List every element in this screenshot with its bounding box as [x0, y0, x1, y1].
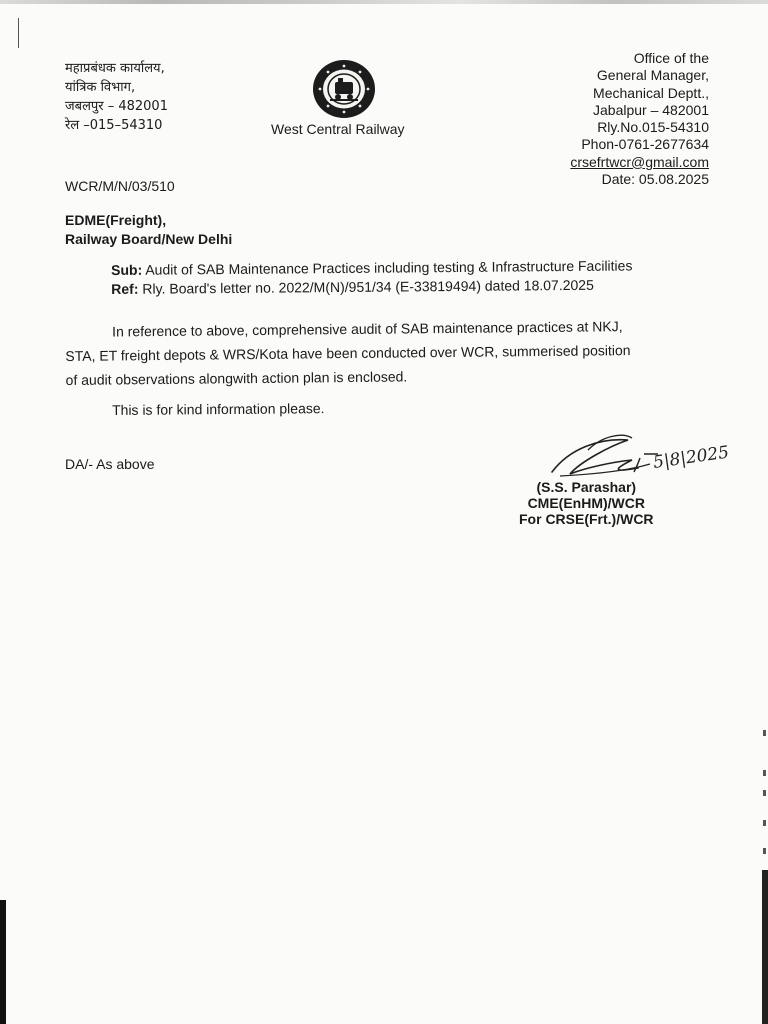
office-line: Jabalpur – 482001 [593, 101, 709, 118]
body-paragraph [65, 313, 716, 392]
office-address-block [570, 50, 709, 188]
addressee-line: Railway Board/New Delhi [65, 231, 233, 247]
hindi-line: यांत्रिक विभाग, [65, 80, 136, 95]
signatory-block [519, 479, 654, 527]
office-line: Rly.No.015-54310 [597, 119, 709, 136]
handwritten-date: 5|8|2025 [651, 442, 730, 473]
signatory-for-line: For CRSE(Frt.)/WCR [519, 511, 654, 527]
office-line: General Manager, [596, 67, 709, 84]
addressee-line: EDME(Freight), [65, 212, 167, 228]
enclosure-note: DA/- As above [65, 456, 155, 472]
body-line: of audit observations alongwith action plan is enclosed. [65, 368, 408, 388]
scan-edge-mark [763, 790, 766, 796]
addressee-block [65, 211, 232, 249]
scan-edge-mark [763, 848, 766, 854]
railway-emblem-icon [308, 58, 380, 120]
scan-edge-left [0, 900, 6, 1024]
office-email: crsefrtwcr@gmail.com [570, 153, 709, 170]
body-line: In reference to above, comprehensive audit of SAB maintenance practices at NKJ, [112, 318, 623, 340]
letter-date: Date: 05.08.2025 [601, 171, 709, 188]
subject-block [111, 256, 633, 299]
office-line: Phon-0761-2677634 [581, 136, 709, 153]
office-line: Office of the [633, 50, 709, 66]
hindi-line: महाप्रबंधक कार्यालय, [65, 61, 165, 76]
scan-edge-mark [763, 730, 766, 736]
hindi-line: रेल –015–54310 [65, 118, 163, 133]
body-line: STA, ET freight depots & WRS/Kota have been conducted over WCR, summerised position [65, 342, 631, 364]
subject-text: Audit of SAB Maintenance Practices including testing & Infrastructure Facilities [142, 257, 633, 278]
scan-margin-mark [18, 18, 19, 48]
signatory-designation: CME(EnHM)/WCR [527, 495, 645, 511]
scan-edge-right [762, 870, 768, 1024]
ref-text: Rly. Board's letter no. 2022/M(N)/951/34 (E-33819494) dated 18.07.2025 [138, 276, 594, 297]
signatory-name: (S.S. Parashar) [536, 479, 637, 495]
office-line: Mechanical Deptt., [593, 84, 709, 101]
organization-name: West Central Railway [271, 121, 405, 137]
scan-edge-mark [763, 770, 766, 776]
hindi-office-address [65, 59, 168, 135]
reference-number: WCR/M/N/03/510 [65, 178, 175, 194]
ref-label: Ref: [111, 280, 139, 297]
subject-label: Sub: [111, 261, 143, 278]
hindi-line: जबलपुर – 482001 [65, 99, 168, 114]
scan-edge-mark [763, 820, 766, 826]
closing-line: This is for kind information please. [112, 400, 325, 418]
scan-edge-top [0, 0, 768, 4]
ref-line [111, 275, 633, 299]
